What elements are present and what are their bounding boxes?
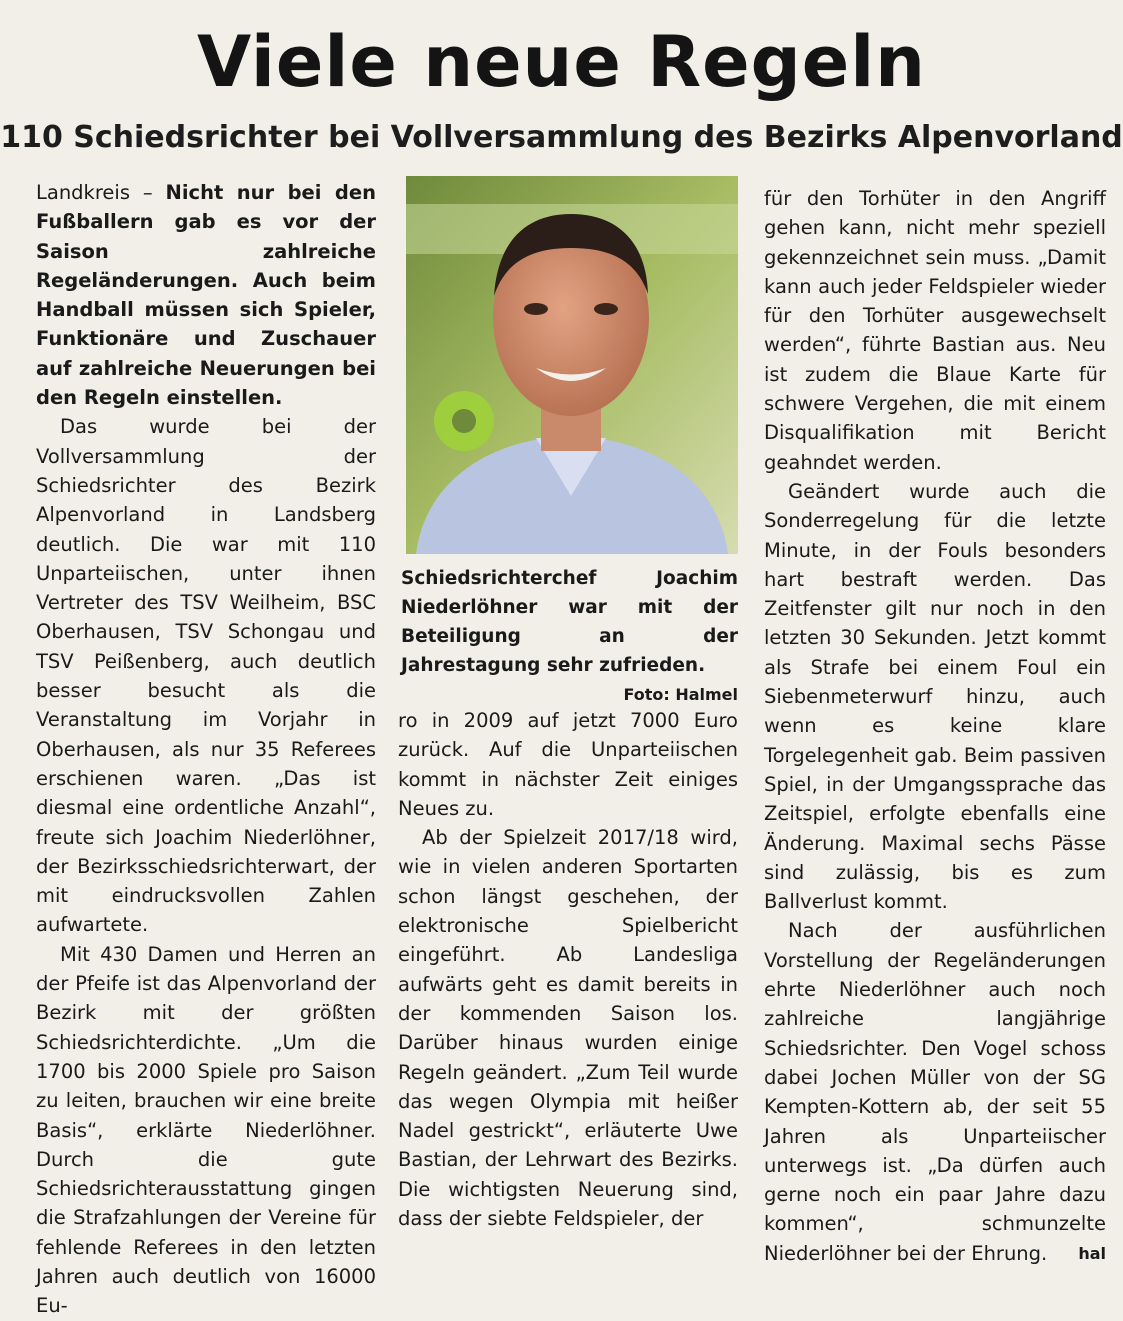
column-3: [764, 184, 1106, 1268]
body-paragraph: für den Torhüter in den Angriff gehen kann, nicht mehr speziell gekennzeichnet sein muss. „Damit kann auch jeder Feldspieler wieder für den Torhüter ausgewechselt werden“, führte Bastian aus. Neu ist zudem die Blaue Karte für schwere Vergehen, die mit einem Disqualifikation mit Bericht geahndet werden.: [764, 187, 1106, 474]
dateline: Landkreis –: [36, 181, 166, 204]
lead-paragraph: [36, 178, 376, 412]
caption-text: Schiedsrichterchef Joachim Niederlöhner war mit der Beteiligung an der Jahrestagung sehr zufrieden.: [401, 568, 738, 676]
author-signature: hal: [1078, 1243, 1106, 1263]
photo-credit: Foto: Halmel: [623, 685, 738, 704]
column-2: [398, 706, 738, 1233]
subheadline: 110 Schiedsrichter bei Vollversammlung des Bezirks Alpenvorland: [0, 120, 1123, 155]
photo-caption: [401, 564, 738, 709]
closing-text: Nach der ausführlichen Vorstellung der Regeländerungen ehrte Niederlöhner auch noch zahlreiche langjährige Schiedsrichter. Den Vogel schoss dabei Jochen Müller von der SG Kempten-Kottern ab, der seit 55 Jahren als Unparteiischer unterwegs ist. „Da dürfen auch gerne noch ein paar Jahre dazu kommen“, schmunzelte Niederlöhner bei der Ehrung.: [764, 919, 1106, 1265]
body-paragraph: Geändert wurde auch die Sonderregelung für die letzte Minute, in der Fouls besonders hart bestraft werden. Das Zeitfenster gilt nur noch in den letzten 30 Sekunden. Jetzt kommt als Strafe bei einem Foul ein Siebenmeterwurf hinzu, auch wenn es keine klare Torgelegenheit gab. Beim passiven Spiel, in der Umgangssprache das Zeitspiel, erfolgte ebenfalls eine Änderung. Maximal sechs Pässe sind zulässig, bis es zum Ballverlust kommt.: [764, 479, 1106, 914]
body-paragraph: [764, 916, 1106, 1268]
body-paragraph: Das wurde bei der Vollversammlung der Schiedsrichter des Bezirk Alpenvorland in Landsberg deutlich. Die war mit 110 Unparteiischen, unter ihnen Vertreter des TSV Weilheim, BSC Oberhausen, TSV Schongau und TSV Peißenberg, auch deutlich besser besucht als die Veranstaltung im Vorjahr in Oberhausen, als nur 35 Referees erschienen waren. „Das ist diesmal eine ordentliche Anzahl“, freute sich Joachim Niederlöhner, der Bezirksschiedsrichterwart, der mit eindrucksvollen Zahlen aufwartete.: [36, 415, 376, 937]
body-paragraph: ro in 2009 auf jetzt 7000 Euro zurück. Auf die Unparteiischen kommt in nächster Zeit einiges Neues zu.: [398, 709, 738, 820]
lead-text: Nicht nur bei den Fußballern gab es vor der Saison zahlreiche Regeländerungen. Auch beim Handball müssen sich Spieler, Funktionäre und Zuschauer auf zahlreiche Neuerungen bei den Regeln einstellen.: [36, 181, 376, 410]
portrait-photo: [406, 176, 738, 554]
headline: Viele neue Regeln: [196, 21, 927, 103]
column-1: [36, 178, 376, 1321]
body-paragraph: Ab der Spielzeit 2017/18 wird, wie in vielen anderen Sportarten schon längst geschehen, der elektronische Spielbericht eingeführt. Ab Landesliga aufwärts geht es damit bereits in der kommenden Saison los. Darüber hinaus wurden einige Regeln geändert. „Zum Teil wurde das wegen Olympia mit heißer Nadel gestrickt“, erläuterte Uwe Bastian, der Lehrwart des Bezirks. Die wichtigsten Neuerung sind, dass der siebte Feldspieler, der: [398, 826, 738, 1231]
body-paragraph: Mit 430 Damen und Herren an der Pfeife ist das Alpenvorland der Bezirk mit der größten Schiedsrichterdichte. „Um die 1700 bis 2000 Spiele pro Saison zu leiten, brauchen wir eine breite Basis“, erklärte Niederlöhner. Durch die gute Schiedsrichterausstattung gingen die Strafzahlungen der Vereine für fehlende Referees in den letzten Jahren auch deutlich von 16000 Eu-: [36, 942, 376, 1318]
